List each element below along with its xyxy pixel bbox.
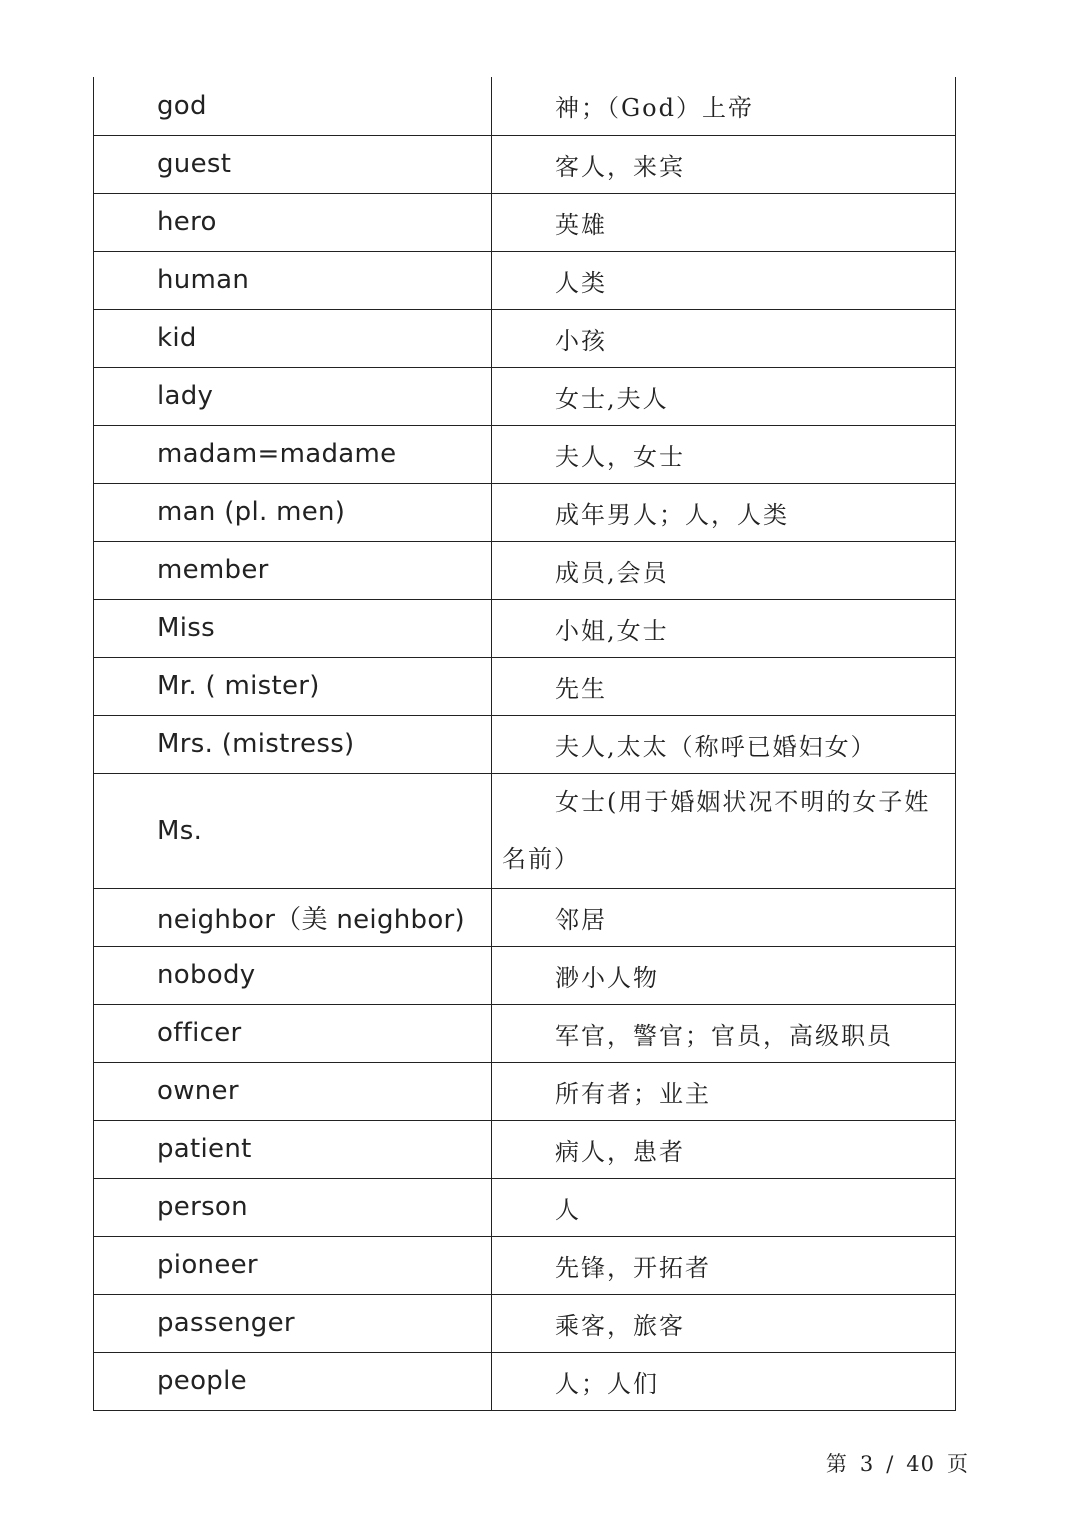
table-row [94,773,956,888]
word-cell: Miss [94,599,492,657]
word-cell: person [94,1178,492,1236]
word-cell: man (pl. men) [94,483,492,541]
meaning-cell: 人；人们 [492,1352,956,1410]
meaning-cell [492,773,956,888]
page-prefix: 第 [825,1452,848,1476]
meaning-cell: 小孩 [492,309,956,367]
word-cell: member [94,541,492,599]
word-cell: patient [94,1120,492,1178]
meaning-cell: 神；（God）上帝 [492,77,956,135]
meaning-cell: 英雄 [492,193,956,251]
table-row [94,1120,956,1178]
table-row [94,251,956,309]
word-cell: pioneer [94,1236,492,1294]
page-separator: / [886,1452,895,1476]
meaning-cell: 人类 [492,251,956,309]
word-cell: Ms. [94,773,492,888]
word-cell: god [94,77,492,135]
table-row [94,888,956,946]
word-cell: people [94,1352,492,1410]
word-cell: officer [94,1004,492,1062]
table-row [94,946,956,1004]
total-pages: 40 [906,1452,935,1476]
table-row [94,425,956,483]
word-cell: madam=madame [94,425,492,483]
table-row [94,1352,956,1410]
table-row [94,309,956,367]
meaning-cell: 病人，患者 [492,1120,956,1178]
table-row [94,1178,956,1236]
word-cell: guest [94,135,492,193]
meaning-cell: 成员,会员 [492,541,956,599]
word-cell: Mrs. (mistress) [94,715,492,773]
page-number-footer [820,1448,975,1478]
meaning-cell: 先生 [492,657,956,715]
word-cell: kid [94,309,492,367]
table-row [94,657,956,715]
vocabulary-table [93,77,956,1411]
table-row [94,193,956,251]
word-cell: human [94,251,492,309]
meaning-cell: 人 [492,1178,956,1236]
meaning-cell: 邻居 [492,888,956,946]
table-row [94,135,956,193]
table-row [94,599,956,657]
table-row [94,367,956,425]
meaning-line-1: 女士(用于婚姻状况不明的女子姓 [555,787,931,816]
meaning-cell: 小姐,女士 [492,599,956,657]
meaning-cell: 先锋，开拓者 [492,1236,956,1294]
word-cell: lady [94,367,492,425]
table-row [94,1062,956,1120]
meaning-cell: 夫人，女士 [492,425,956,483]
word-cell: neighbor（美 neighbor) [94,888,492,946]
meaning-cell: 女士,夫人 [492,367,956,425]
page-suffix: 页 [947,1452,969,1476]
meaning-cell: 渺小人物 [492,946,956,1004]
table-row [94,541,956,599]
table-row [94,1294,956,1352]
meaning-cell: 客人，来宾 [492,135,956,193]
word-cell: Mr. ( mister) [94,657,492,715]
current-page: 3 [859,1452,875,1476]
table-row [94,1004,956,1062]
word-cell: nobody [94,946,492,1004]
word-cell: owner [94,1062,492,1120]
meaning-line-2: 名前） [502,844,580,873]
meaning-cell: 乘客，旅客 [492,1294,956,1352]
meaning-cell: 所有者；业主 [492,1062,956,1120]
table-row [94,715,956,773]
table-row [94,483,956,541]
table-row [94,1236,956,1294]
meaning-cell: 夫人,太太（称呼已婚妇女） [492,715,956,773]
table-row [94,77,956,135]
word-cell: passenger [94,1294,492,1352]
meaning-cell: 军官，警官；官员，高级职员 [492,1004,956,1062]
word-cell: hero [94,193,492,251]
meaning-cell: 成年男人；人，人类 [492,483,956,541]
